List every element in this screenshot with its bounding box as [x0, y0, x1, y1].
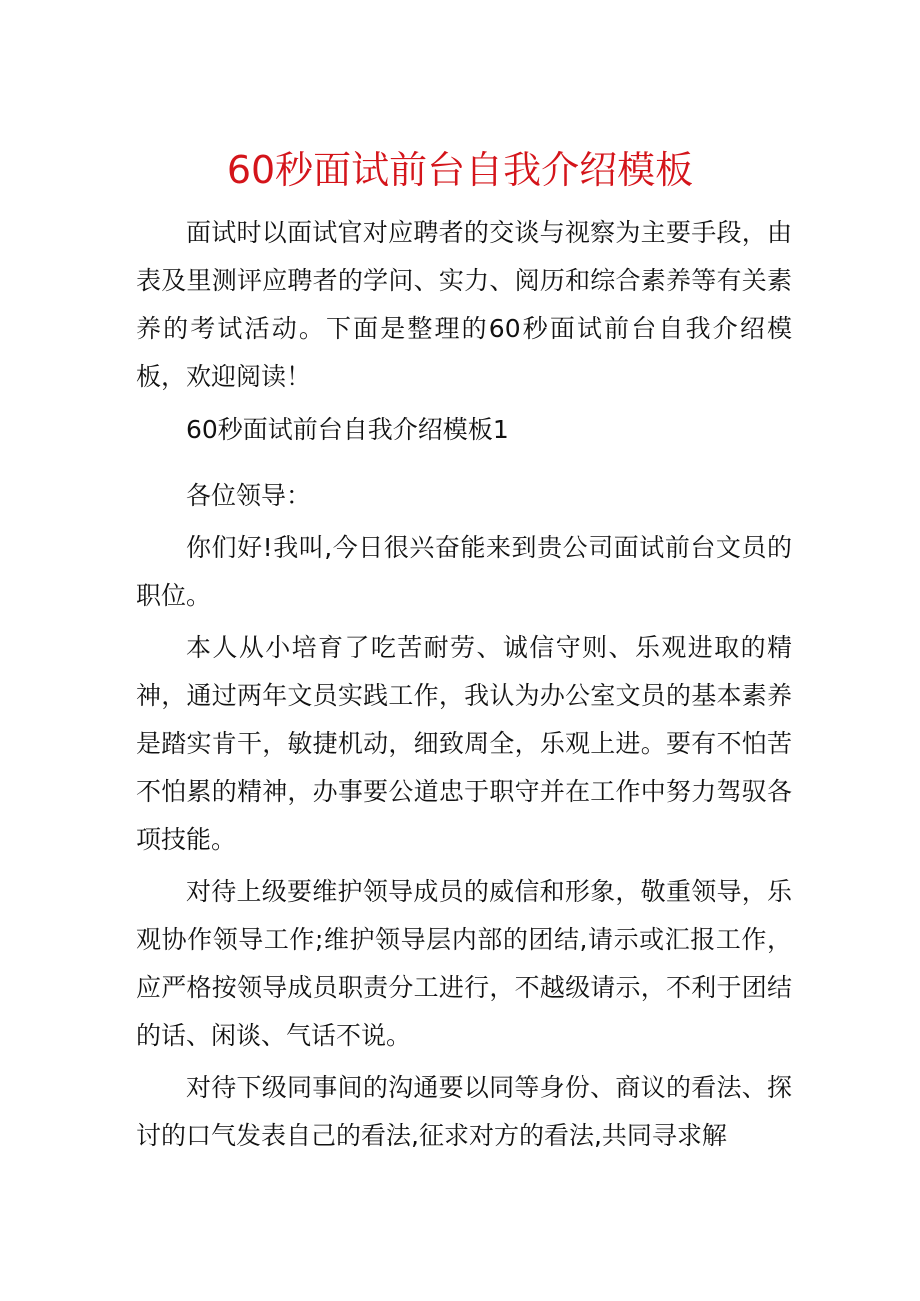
- letter-body: [136, 472, 792, 1160]
- document-title: 60秒面试前台自我介绍模板: [226, 148, 694, 192]
- intro-block: [136, 209, 792, 401]
- superiors-paragraph: 对待上级要维护领导成员的威信和形象，敬重领导，乐观协作领导工作;维护领导层内部的团结,请示或汇报工作，应严格按领导成员职责分工进行，不越级请示，不利于团结的话、闲谈、气话不说。: [136, 877, 792, 1050]
- intro-paragraph: 面试时以面试官对应聘者的交谈与视察为主要手段，由表及里测评应聘者的学问、实力、阅历和综合素养等有关素养的考试活动。下面是整理的60秒面试前台自我介绍模板，欢迎阅读！: [136, 218, 792, 391]
- salutation: 各位领导：: [186, 481, 312, 510]
- greeting-paragraph: 你们好!我叫,今日很兴奋能来到贵公司面试前台文员的职位。: [136, 533, 792, 610]
- section-heading: 60秒面试前台自我介绍模板1: [186, 415, 509, 444]
- qualities-paragraph: 本人从小培育了吃苦耐劳、诚信守则、乐观进取的精神，通过两年文员实践工作，我认为办公室文员的基本素养是踏实肯干，敏捷机动，细致周全，乐观上进。要有不怕苦不怕累的精神，办事要公道忠于职守并在工作中努力驾驭各项技能。: [136, 633, 792, 854]
- colleagues-paragraph: 对待下级同事间的沟通要以同等身份、商议的看法、探讨的口气发表自己的看法,征求对方的看法,共同寻求解: [136, 1073, 792, 1150]
